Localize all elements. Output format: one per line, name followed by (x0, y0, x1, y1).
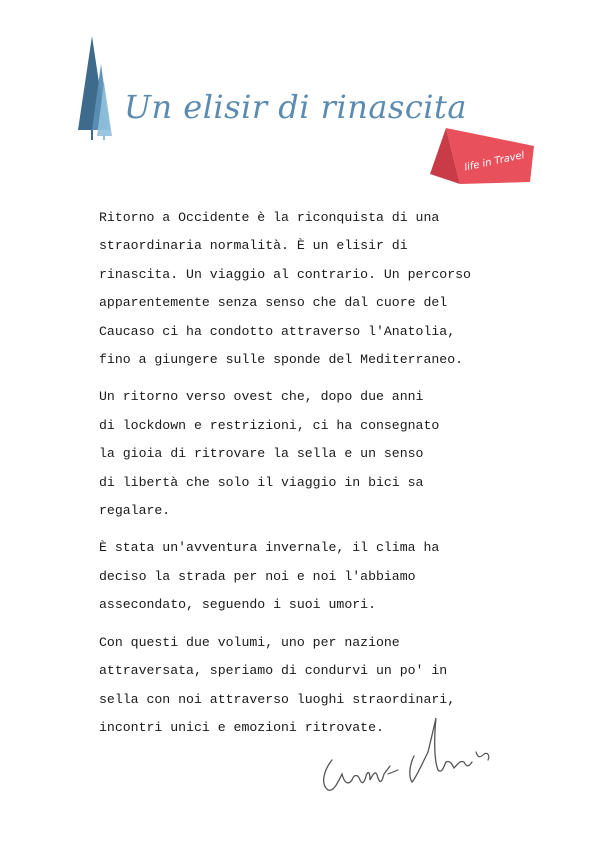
life-in-travel-tent-logo (426, 122, 538, 188)
paragraph: Un ritorno verso ovest che, dopo due anni di lockdown e restrizioni, ci ha consegnato la gioia di ritrovare la sella e un senso di libertà che solo il viaggio in bici sa regalare. (99, 389, 440, 519)
trees-icon (70, 36, 120, 142)
body-text (99, 204, 519, 751)
paragraph: Ritorno a Occidente è la riconquista di una straordinaria normalità. È un elisir di rinascita. Un viaggio al contrario. Un percorso apparentemente senza senso che dal cuore del Caucaso ci ha condotto attraverso l'Anatolia, fino a giungere sulle sponde del Mediterraneo. (99, 210, 471, 368)
signature-icon (318, 712, 496, 798)
logo-text: life in Travel (463, 150, 526, 174)
paragraph: È stata un'avventura invernale, il clima ha deciso la strada per noi e noi l'abbiamo assecondato, seguendo i suoi umori. (99, 540, 440, 613)
paragraph: Con questi due volumi, uno per nazione attraversata, speriamo di condurvi un po' in sella con noi attraverso luoghi straordinari, incontri unici e emozioni ritrovate. (99, 634, 456, 735)
page-title: Un elisir di rinascita (124, 88, 467, 126)
